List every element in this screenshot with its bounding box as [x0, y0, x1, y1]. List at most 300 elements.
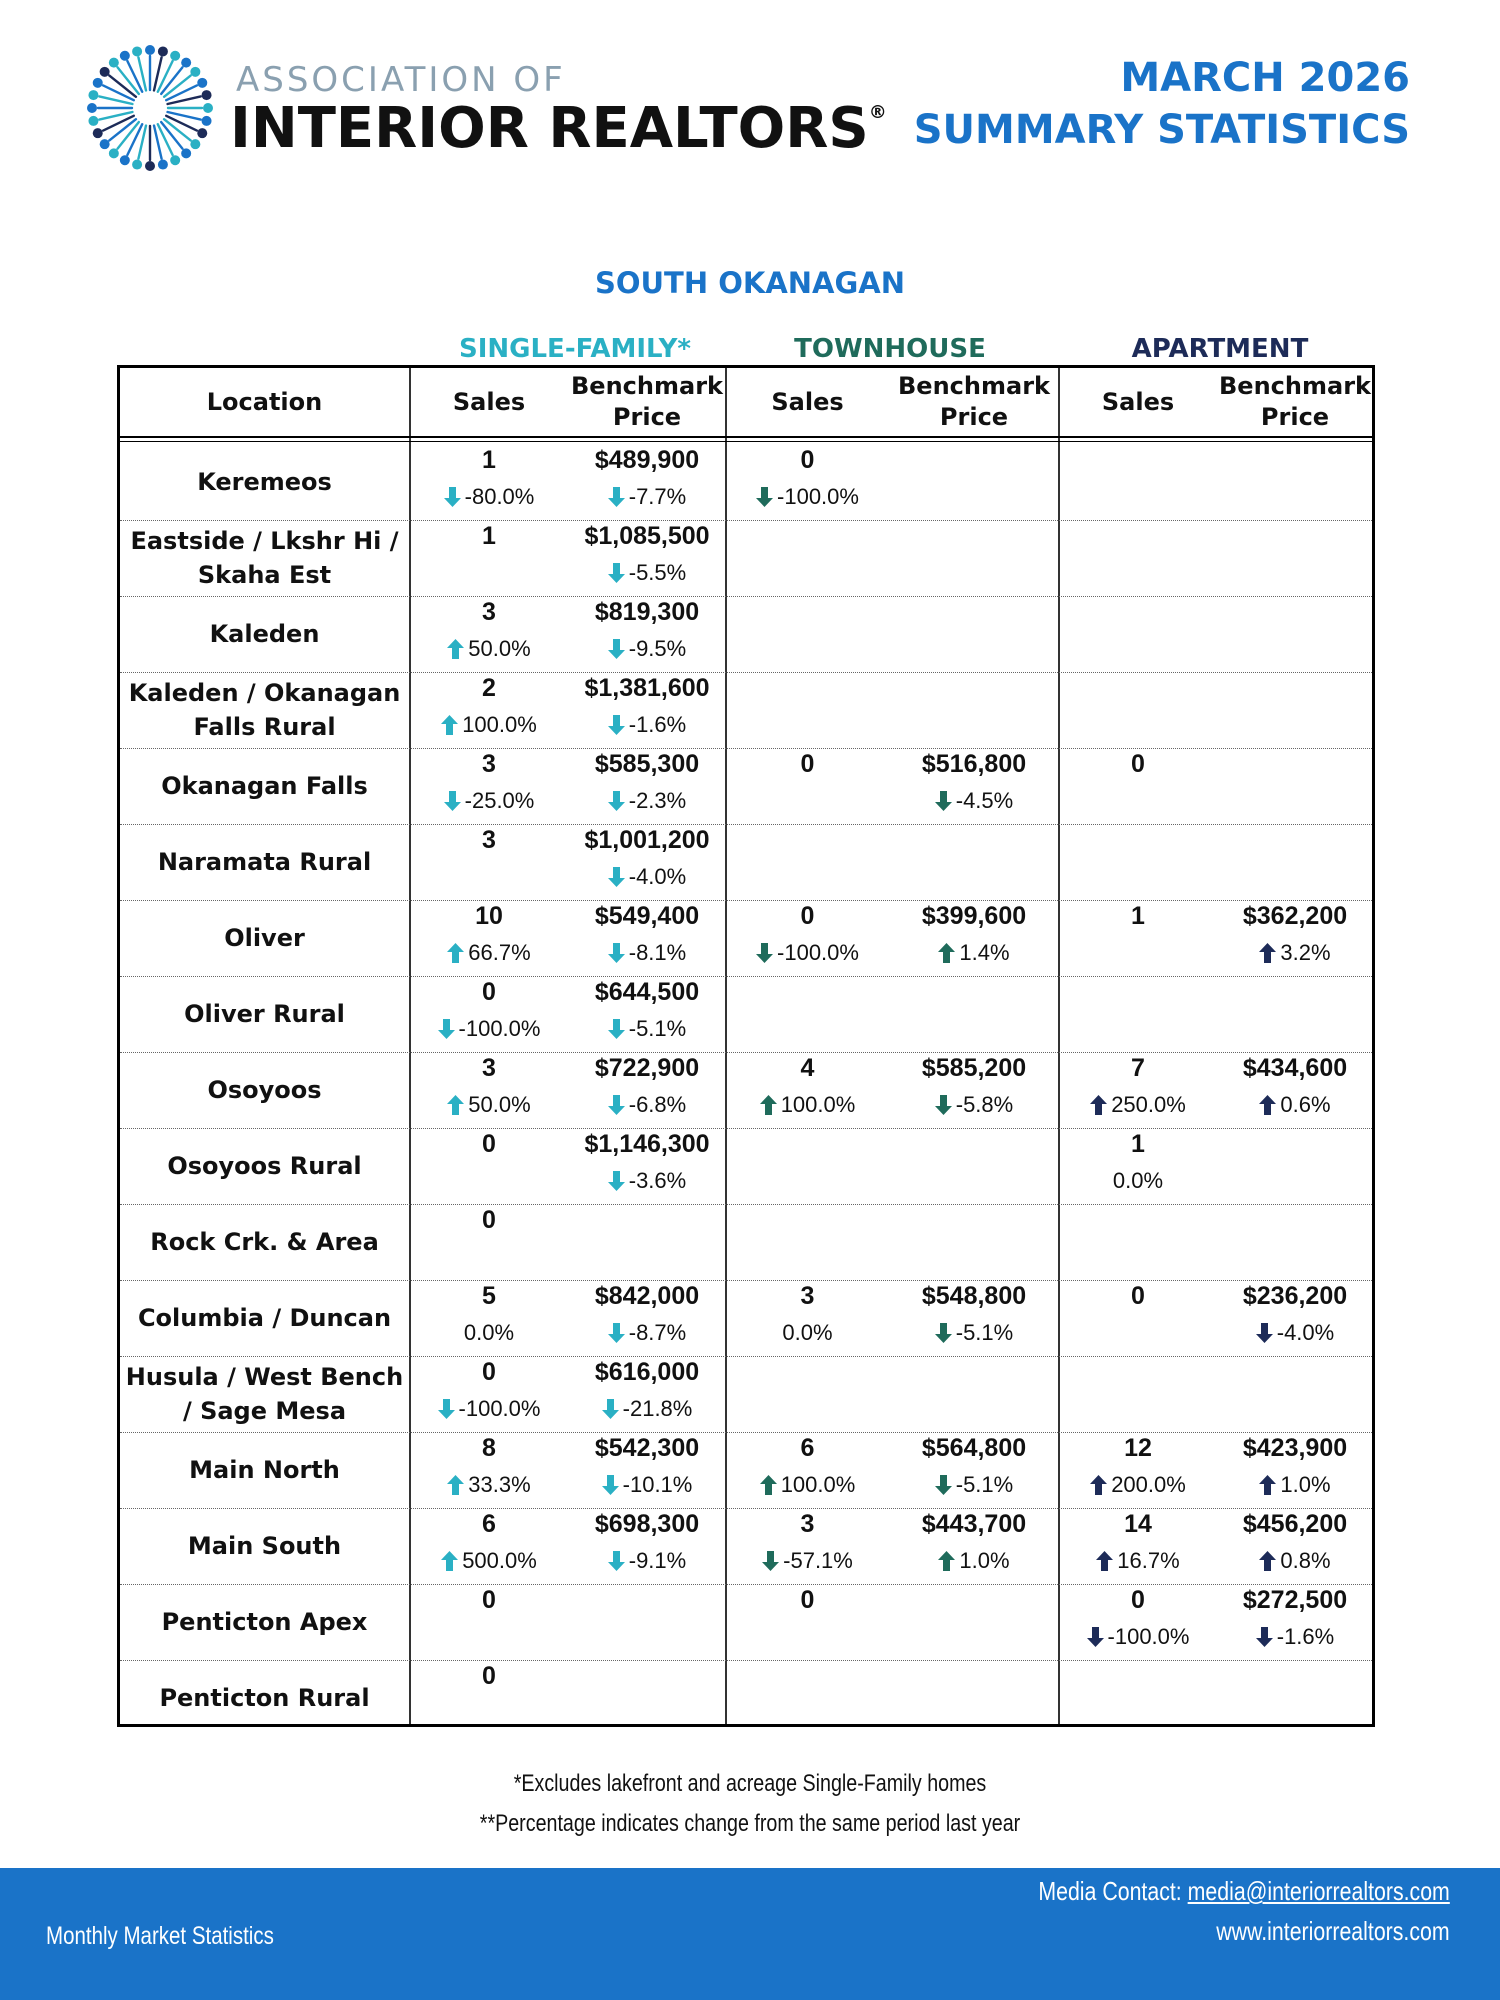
table-row — [120, 520, 1372, 597]
arrow-down-icon — [444, 791, 461, 811]
sf-price-value: $644,500 — [594, 978, 700, 1006]
header-sf-benchmark: Benchmark Price — [571, 372, 723, 431]
org-name-line2: INTERIOR REALTORS® — [230, 96, 887, 161]
location-name: Oliver — [224, 924, 305, 952]
sf-price-cell — [569, 1280, 725, 1356]
th-price-change: 1.0% — [890, 1548, 1058, 1574]
website-link[interactable]: www.interiorrealtors.com — [1216, 1916, 1450, 1946]
ap-price-change: 0.8% — [1218, 1548, 1372, 1574]
th-price-cell — [890, 1052, 1058, 1128]
th-sales-value: 6 — [800, 1434, 815, 1462]
sf-sales-change: 500.0% — [409, 1548, 569, 1574]
ap-sales-cell — [1058, 1432, 1218, 1508]
arrow-up-icon — [760, 1095, 777, 1115]
th-sales-cell — [725, 748, 890, 824]
ap-price-cell — [1218, 1660, 1372, 1736]
ap-sales-value: 7 — [1131, 1054, 1145, 1082]
ap-price-cell — [1218, 1280, 1372, 1356]
sf-price-change: -1.6% — [569, 712, 725, 738]
table-row — [120, 900, 1372, 977]
ap-price-cell — [1218, 1584, 1372, 1660]
sf-sales-value: 0 — [482, 1662, 496, 1690]
header-rule — [120, 436, 1372, 438]
media-contact: Media Contact: media@interiorrealtors.com — [1038, 1876, 1450, 1906]
ap-sales-cell — [1058, 748, 1218, 824]
sf-price-change: -7.7% — [569, 484, 725, 510]
arrow-up-icon — [447, 1095, 464, 1115]
arrow-down-icon — [1087, 1627, 1104, 1647]
location-name: Eastside / Lkshr Hi / Skaha Est — [130, 527, 399, 589]
arrow-down-icon — [608, 563, 625, 583]
sf-price-cell — [569, 1660, 725, 1736]
sf-sales-value: 2 — [482, 674, 496, 702]
sf-price-change: -4.0% — [569, 864, 725, 890]
ap-sales-cell — [1058, 1128, 1218, 1204]
arrow-up-icon — [1259, 943, 1276, 963]
th-price-cell — [890, 596, 1058, 672]
sf-price-cell — [569, 1204, 725, 1280]
location-name: Keremeos — [197, 468, 332, 496]
location-name: Kaleden — [209, 620, 320, 648]
ap-sales-cell — [1058, 596, 1218, 672]
ap-sales-cell — [1058, 520, 1218, 596]
ap-sales-change: 16.7% — [1058, 1548, 1218, 1574]
sf-sales-change: 50.0% — [409, 1092, 569, 1118]
th-sales-cell — [725, 1128, 890, 1204]
th-price-cell — [890, 900, 1058, 976]
sf-sales-cell — [409, 444, 569, 520]
ap-sales-cell — [1058, 1280, 1218, 1356]
footer-monthly-label: Monthly Market Statistics — [46, 1922, 274, 1950]
th-sales-value: 0 — [800, 902, 815, 930]
sf-sales-value: 3 — [482, 1054, 496, 1082]
sf-price-change: -2.3% — [569, 788, 725, 814]
sf-sales-value: 0 — [482, 1206, 496, 1234]
ap-price-cell — [1218, 672, 1372, 748]
region-title: SOUTH OKANAGAN — [594, 266, 906, 300]
ap-price-value: $236,200 — [1242, 1282, 1348, 1310]
arrow-down-icon — [935, 791, 952, 811]
sf-sales-value: 3 — [482, 826, 496, 854]
sf-sales-change: 33.3% — [409, 1472, 569, 1498]
th-sales-value: 3 — [800, 1282, 815, 1310]
ap-price-cell — [1218, 1508, 1372, 1584]
th-sales-value: 4 — [800, 1054, 815, 1082]
ap-sales-cell — [1058, 900, 1218, 976]
ap-price-value: $423,900 — [1242, 1434, 1348, 1462]
th-sales-value: 3 — [800, 1510, 815, 1538]
org-name-line1: ASSOCIATION OF — [236, 60, 566, 100]
ap-price-cell — [1218, 596, 1372, 672]
arrow-down-icon — [608, 1323, 625, 1343]
th-price-value: $564,800 — [921, 1434, 1027, 1462]
arrow-up-icon — [447, 639, 464, 659]
sf-sales-cell — [409, 1660, 569, 1736]
media-email-link[interactable]: media@interiorrealtors.com — [1187, 1876, 1450, 1906]
sf-sales-cell — [409, 596, 569, 672]
ap-sales-value: 1 — [1131, 902, 1145, 930]
th-sales-change: -100.0% — [725, 484, 890, 510]
th-sales-cell — [725, 1584, 890, 1660]
ap-price-value: $272,500 — [1242, 1586, 1348, 1614]
table-row — [120, 824, 1372, 901]
sf-sales-cell — [409, 1432, 569, 1508]
arrow-down-icon — [602, 1475, 619, 1495]
table-row — [120, 1356, 1372, 1433]
sf-price-change: -21.8% — [569, 1396, 725, 1422]
location-name: Main South — [187, 1532, 342, 1560]
report-title — [914, 52, 1410, 156]
location-name: Penticton Rural — [159, 1684, 370, 1712]
sf-price-change: -3.6% — [569, 1168, 725, 1194]
ap-price-cell — [1218, 1052, 1372, 1128]
table-row — [120, 444, 1372, 521]
th-price-cell — [890, 1128, 1058, 1204]
th-price-change: -5.1% — [890, 1472, 1058, 1498]
ap-sales-value: 0 — [1131, 750, 1145, 778]
th-sales-value: 0 — [800, 1586, 815, 1614]
ap-sales-cell — [1058, 1052, 1218, 1128]
ap-price-value: $362,200 — [1242, 902, 1348, 930]
sf-price-change: -9.5% — [569, 636, 725, 662]
arrow-down-icon — [608, 1019, 625, 1039]
location-name: Husula / West Bench / Sage Mesa — [125, 1363, 404, 1425]
ap-sales-cell — [1058, 1508, 1218, 1584]
arrow-down-icon — [608, 1171, 625, 1191]
header-ap-sales: Sales — [1101, 387, 1175, 416]
sf-price-cell — [569, 520, 725, 596]
footnote-percentage: **Percentage indicates change from the same period last year — [479, 1810, 1021, 1837]
arrow-down-icon — [756, 943, 773, 963]
sf-sales-value: 0 — [482, 1130, 496, 1158]
sf-sales-cell — [409, 748, 569, 824]
th-sales-change: -57.1% — [725, 1548, 890, 1574]
ap-price-change: 3.2% — [1218, 940, 1372, 966]
sf-sales-change: 0.0% — [463, 1320, 515, 1345]
ap-price-cell — [1218, 824, 1372, 900]
sf-sales-change: -100.0% — [409, 1016, 569, 1042]
arrow-down-icon — [608, 487, 625, 507]
arrow-down-icon — [608, 1551, 625, 1571]
sf-sales-value: 3 — [482, 750, 496, 778]
sf-price-value: $585,300 — [594, 750, 700, 778]
th-sales-cell — [725, 824, 890, 900]
sf-sales-cell — [409, 1128, 569, 1204]
ap-sales-cell — [1058, 1584, 1218, 1660]
ap-sales-cell — [1058, 444, 1218, 520]
th-price-change: -5.8% — [890, 1092, 1058, 1118]
header-ap-benchmark: Benchmark Price — [1219, 372, 1371, 431]
sf-sales-value: 3 — [482, 598, 496, 626]
ap-sales-cell — [1058, 1660, 1218, 1736]
sf-sales-value: 10 — [475, 902, 503, 930]
category-apartment: APARTMENT — [1131, 334, 1309, 364]
location-name: Naramata Rural — [157, 848, 372, 876]
association-logo — [80, 38, 220, 178]
th-price-value: $516,800 — [921, 750, 1027, 778]
arrow-up-icon — [1259, 1475, 1276, 1495]
ap-sales-cell — [1058, 824, 1218, 900]
sf-price-cell — [569, 824, 725, 900]
ap-sales-cell — [1058, 672, 1218, 748]
ap-price-change: 1.0% — [1218, 1472, 1372, 1498]
ap-sales-value: 0 — [1131, 1586, 1145, 1614]
sf-price-value: $842,000 — [594, 1282, 700, 1310]
sf-sales-cell — [409, 900, 569, 976]
arrow-down-icon — [608, 1095, 625, 1115]
arrow-up-icon — [447, 1475, 464, 1495]
arrow-down-icon — [608, 867, 625, 887]
report-subtitle: SUMMARY STATISTICS — [913, 107, 1410, 153]
sf-sales-value: 1 — [482, 522, 496, 550]
ap-price-cell — [1218, 444, 1372, 520]
table-row — [120, 1432, 1372, 1509]
th-price-cell — [890, 748, 1058, 824]
th-sales-cell — [725, 1280, 890, 1356]
th-sales-change: -100.0% — [725, 940, 890, 966]
ap-sales-change: -100.0% — [1058, 1624, 1218, 1650]
table-row — [120, 1584, 1372, 1661]
arrow-down-icon — [756, 487, 773, 507]
sf-price-cell — [569, 1508, 725, 1584]
arrow-down-icon — [608, 715, 625, 735]
sf-price-cell — [569, 1128, 725, 1204]
sf-sales-cell — [409, 824, 569, 900]
th-price-value: $548,800 — [921, 1282, 1027, 1310]
table-row — [120, 1204, 1372, 1281]
footnote-lakefront: *Excludes lakefront and acreage Single-Family homes — [513, 1770, 987, 1797]
sf-price-change: -10.1% — [569, 1472, 725, 1498]
table-row — [120, 748, 1372, 825]
sf-sales-value: 0 — [482, 978, 496, 1006]
ap-price-change: -4.0% — [1218, 1320, 1372, 1346]
sf-price-cell — [569, 748, 725, 824]
sf-price-value: $542,300 — [594, 1434, 700, 1462]
th-price-cell — [890, 1508, 1058, 1584]
th-sales-cell — [725, 1052, 890, 1128]
th-price-change: 1.4% — [890, 940, 1058, 966]
th-price-change: -5.1% — [890, 1320, 1058, 1346]
arrow-up-icon — [938, 943, 955, 963]
th-price-cell — [890, 520, 1058, 596]
th-price-cell — [890, 1660, 1058, 1736]
header-sf-sales: Sales — [452, 387, 526, 416]
header-th-benchmark: Benchmark Price — [898, 372, 1050, 431]
ap-sales-cell — [1058, 1204, 1218, 1280]
th-sales-cell — [725, 520, 890, 596]
sf-sales-cell — [409, 672, 569, 748]
sf-price-value: $616,000 — [594, 1358, 700, 1386]
sf-price-change: -8.7% — [569, 1320, 725, 1346]
header-th-sales: Sales — [771, 387, 844, 416]
location-name: Oliver Rural — [184, 1000, 345, 1028]
ap-price-change: 0.6% — [1218, 1092, 1372, 1118]
table-row — [120, 1052, 1372, 1129]
sf-price-value: $489,900 — [594, 446, 700, 474]
table-row — [120, 1128, 1372, 1205]
th-sales-change: 0.0% — [782, 1320, 833, 1345]
th-price-cell — [890, 1432, 1058, 1508]
arrow-up-icon — [1259, 1095, 1276, 1115]
ap-price-cell — [1218, 1128, 1372, 1204]
arrow-up-icon — [1090, 1475, 1107, 1495]
header-rule — [120, 441, 1372, 442]
th-sales-cell — [725, 1204, 890, 1280]
th-price-value: $443,700 — [921, 1510, 1027, 1538]
th-price-cell — [890, 672, 1058, 748]
th-price-cell — [890, 824, 1058, 900]
statistics-table — [117, 365, 1375, 1727]
ap-price-value: $434,600 — [1242, 1054, 1348, 1082]
th-price-change: -4.5% — [890, 788, 1058, 814]
ap-price-cell — [1218, 900, 1372, 976]
sf-price-value: $819,300 — [594, 598, 700, 626]
ap-sales-change: 250.0% — [1058, 1092, 1218, 1118]
location-name: Columbia / Duncan — [137, 1304, 392, 1332]
sf-sales-cell — [409, 1204, 569, 1280]
sf-sales-cell — [409, 1584, 569, 1660]
sf-price-value: $722,900 — [594, 1054, 700, 1082]
ap-price-cell — [1218, 1432, 1372, 1508]
ap-price-cell — [1218, 1204, 1372, 1280]
th-sales-cell — [725, 900, 890, 976]
th-sales-cell — [725, 976, 890, 1052]
th-price-cell — [890, 976, 1058, 1052]
report-month: MARCH 2026 — [1120, 55, 1410, 101]
sf-price-cell — [569, 596, 725, 672]
sf-price-cell — [569, 1432, 725, 1508]
sf-price-change: -8.1% — [569, 940, 725, 966]
ap-sales-value: 0 — [1131, 1282, 1145, 1310]
sf-price-value: $1,146,300 — [584, 1130, 710, 1158]
location-name: Osoyoos — [207, 1076, 322, 1104]
ap-price-cell — [1218, 976, 1372, 1052]
ap-sales-cell — [1058, 1356, 1218, 1432]
table-row — [120, 976, 1372, 1053]
th-sales-cell — [725, 1660, 890, 1736]
ap-sales-change: 0.0% — [1112, 1168, 1164, 1193]
arrow-down-icon — [935, 1475, 952, 1495]
sf-sales-change: 50.0% — [409, 636, 569, 662]
header-location: Location — [206, 387, 323, 416]
th-price-value: $585,200 — [921, 1054, 1027, 1082]
table-row — [120, 596, 1372, 673]
th-sales-cell — [725, 1508, 890, 1584]
ap-sales-value: 1 — [1131, 1130, 1145, 1158]
arrow-down-icon — [438, 1399, 455, 1419]
sf-sales-change: 100.0% — [409, 712, 569, 738]
arrow-down-icon — [444, 487, 461, 507]
sf-price-cell — [569, 444, 725, 520]
arrow-down-icon — [602, 1399, 619, 1419]
sf-sales-value: 5 — [482, 1282, 496, 1310]
table-row — [120, 1280, 1372, 1357]
sf-price-cell — [569, 1052, 725, 1128]
sf-sales-change: -100.0% — [409, 1396, 569, 1422]
sf-price-cell — [569, 1356, 725, 1432]
sf-price-value: $1,001,200 — [584, 826, 710, 854]
registered-mark: ® — [868, 102, 887, 123]
ap-sales-cell — [1058, 976, 1218, 1052]
sf-sales-value: 0 — [482, 1358, 496, 1386]
ap-price-value: $456,200 — [1242, 1510, 1348, 1538]
arrow-down-icon — [608, 639, 625, 659]
location-name: Kaleden / Okanagan Falls Rural — [128, 679, 401, 741]
category-townhouse: TOWNHOUSE — [794, 334, 986, 364]
table-row — [120, 1660, 1372, 1736]
sf-sales-cell — [409, 1052, 569, 1128]
th-price-cell — [890, 444, 1058, 520]
table-row — [120, 672, 1372, 749]
ap-sales-value: 14 — [1124, 1510, 1152, 1538]
arrow-down-icon — [608, 791, 625, 811]
arrow-down-icon — [1256, 1323, 1273, 1343]
ap-price-change: -1.6% — [1218, 1624, 1372, 1650]
arrow-up-icon — [1259, 1551, 1276, 1571]
arrow-up-icon — [1090, 1095, 1107, 1115]
arrow-up-icon — [938, 1551, 955, 1571]
table-row — [120, 1508, 1372, 1585]
sf-price-value: $1,085,500 — [584, 522, 710, 550]
location-name: Penticton Apex — [161, 1608, 368, 1636]
arrow-down-icon — [762, 1551, 779, 1571]
arrow-down-icon — [608, 943, 625, 963]
th-price-cell — [890, 1280, 1058, 1356]
sf-price-change: -9.1% — [569, 1548, 725, 1574]
sf-sales-cell — [409, 1508, 569, 1584]
th-sales-cell — [725, 444, 890, 520]
sf-sales-change: -80.0% — [409, 484, 569, 510]
sf-sales-value: 0 — [482, 1586, 496, 1614]
sf-price-value: $549,400 — [594, 902, 700, 930]
arrow-up-icon — [441, 715, 458, 735]
location-name: Rock Crk. & Area — [150, 1228, 379, 1256]
th-price-cell — [890, 1356, 1058, 1432]
sf-price-change: -6.8% — [569, 1092, 725, 1118]
arrow-down-icon — [935, 1095, 952, 1115]
th-sales-value: 0 — [800, 446, 815, 474]
th-price-cell — [890, 1584, 1058, 1660]
th-sales-cell — [725, 596, 890, 672]
sf-sales-change: -25.0% — [409, 788, 569, 814]
ap-price-cell — [1218, 1356, 1372, 1432]
arrow-down-icon — [438, 1019, 455, 1039]
ap-sales-value: 12 — [1124, 1434, 1152, 1462]
th-price-value: $399,600 — [921, 902, 1027, 930]
sf-price-cell — [569, 900, 725, 976]
category-single-family: SINGLE-FAMILY* — [458, 334, 691, 364]
sf-price-change: -5.1% — [569, 1016, 725, 1042]
sf-sales-value: 6 — [482, 1510, 496, 1538]
th-sales-value: 0 — [800, 750, 815, 778]
sf-price-change: -5.5% — [569, 560, 725, 586]
sf-sales-value: 8 — [482, 1434, 496, 1462]
th-price-cell — [890, 1204, 1058, 1280]
sf-sales-cell — [409, 1356, 569, 1432]
arrow-down-icon — [935, 1323, 952, 1343]
th-sales-cell — [725, 672, 890, 748]
arrow-up-icon — [1096, 1551, 1113, 1571]
sf-sales-change: 66.7% — [409, 940, 569, 966]
sf-price-value: $698,300 — [594, 1510, 700, 1538]
ap-price-cell — [1218, 520, 1372, 596]
location-name: Osoyoos Rural — [167, 1152, 362, 1180]
footer-bar — [0, 1868, 1500, 2000]
th-sales-cell — [725, 1432, 890, 1508]
sf-price-value: $1,381,600 — [584, 674, 710, 702]
th-sales-change: 100.0% — [725, 1092, 890, 1118]
ap-price-cell — [1218, 748, 1372, 824]
